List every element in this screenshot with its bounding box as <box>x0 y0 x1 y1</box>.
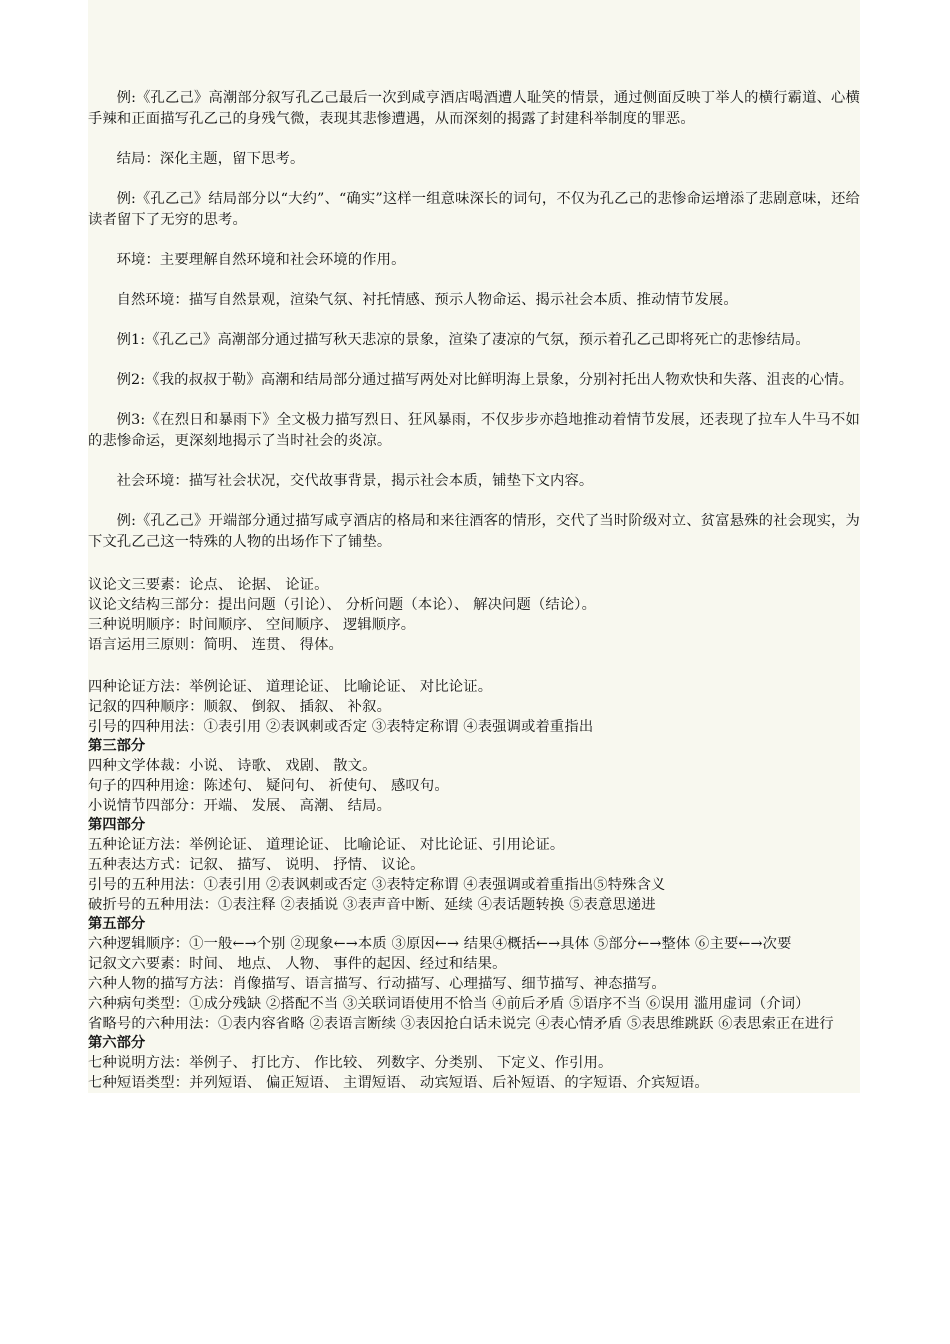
section-heading: 第六部分 <box>88 1035 146 1051</box>
paragraph-9: 社会环境：描写社会状况，交代故事背景，揭示社会本质，铺垫下文内容。 <box>116 473 594 489</box>
list-line: 引号的五种用法：①表引用 ②表讽刺或否定 ③表特定称谓 ④表强调或着重指出⑤特殊含义 <box>88 877 666 893</box>
list-line: 四种文学体裁：小说、 诗歌、 戏剧、 散文。 <box>88 758 377 774</box>
list-line: 七种短语类型：并列短语、 偏正短语、 主谓短语、 动宾短语、后补短语、的字短语、介宾短语。 <box>88 1075 709 1091</box>
top-spacing <box>88 0 860 88</box>
list-line: 句子的四种用途：陈述句、 疑问句、 祈使句、 感叹句。 <box>88 778 449 794</box>
paragraph-5: 自然环境：描写自然景观，渲染气氛、衬托情感、预示人物命运、揭示社会本质、推动情节发展。 <box>116 292 738 308</box>
list-line: 破折号的五种用法：①表注释 ②表插说 ③表声音中断、延续 ④表话题转换 ⑤表意思递进 <box>88 897 656 913</box>
paragraph-6: 例1:《孔乙己》高潮部分通过描写秋天悲凉的景象，渲染了凄凉的气氛，预示着孔乙己即将死亡的悲惨结局。 <box>116 332 810 348</box>
paragraph-8: 例3:《在烈日和暴雨下》全文极力描写烈日、狂风暴雨，不仅步步亦趋地推动着情节发展，还表现了拉车人牛马不如的悲惨命运，更深刻地揭示了当时社会的炎凉。 <box>88 412 860 449</box>
paragraph-2: 结局：深化主题，留下思考。 <box>116 151 305 167</box>
list-line: 议论文三要素：论点、 论据、 论证。 <box>88 577 329 593</box>
list-line: 省略号的六种用法：①表内容省略 ②表语言断续 ③表因抢白话未说完 ④表心情矛盾 ⑤表思维跳跃 ⑥表思索正在进行 <box>88 1016 834 1032</box>
paragraph-7: 例2:《我的叔叔于勒》高潮和结局部分通过描写两处对比鲜明海上景象，分别衬托出人物欢快和失落、沮丧的心情。 <box>116 372 854 388</box>
list-block-2 <box>88 677 860 737</box>
list-line: 引号的四种用法：①表引用 ②表讽刺或否定 ③表特定称谓 ④表强调或着重指出 <box>88 719 594 735</box>
list-line: 记叙文六要素：时间、 地点、 人物、 事件的起因、经过和结果。 <box>88 956 507 972</box>
list-block-1 <box>88 575 860 655</box>
list-line: 记叙的四种顺序：顺叙、 倒叙、 插叙、 补叙。 <box>88 699 392 715</box>
section-heading: 第三部分 <box>88 738 146 754</box>
list-line: 五种论证方法：举例论证、 道理论证、 比喻论证、 对比论证、引用论证。 <box>88 837 565 853</box>
list-line: 六种逻辑顺序：①一般←→个别 ②现象←→本质 ③原因←→ 结果④概括←→具体 ⑤部分←→整体 ⑥主要←→次要 <box>88 936 792 952</box>
section-heading: 第四部分 <box>88 817 146 833</box>
list-line: 六种病句类型：①成分残缺 ②搭配不当 ③关联词语使用不恰当 ④前后矛盾 ⑤语序不当 ⑥误用 滥用虚词（介词） <box>88 996 810 1012</box>
list-line: 六种人物的描写方法：肖像描写、语言描写、行动描写、心理描写、细节描写、神态描写。 <box>88 976 666 992</box>
document-page <box>88 0 860 1093</box>
list-line: 三种说明顺序：时间顺序、 空间顺序、 逻辑顺序。 <box>88 617 416 633</box>
section-3 <box>88 737 860 816</box>
section-6 <box>88 1034 860 1093</box>
section-5 <box>88 915 860 1034</box>
paragraph-3: 例:《孔乙己》结局部分以“大约”、“确实”这样一组意味深长的词句，不仅为孔乙己的悲惨命运增添了悲剧意味，还给读者留下了无穷的思考。 <box>88 191 860 228</box>
shaded-content-area <box>88 0 860 1093</box>
section-4 <box>88 816 860 915</box>
list-line: 语言运用三原则：简明、 连贯、 得体。 <box>88 637 343 653</box>
list-line: 七种说明方法：举例子、 打比方、 作比较、 列数字、分类别、 下定义、作引用。 <box>88 1055 613 1071</box>
list-line: 议论文结构三部分：提出问题（引论）、 分析问题（本论）、 解决问题（结论）。 <box>88 597 597 613</box>
paragraph-10: 例:《孔乙己》开端部分通过描写咸亨酒店的格局和来往酒客的情形，交代了当时阶级对立、贫富悬殊的社会现实，为下文孔乙己这一特殊的人物的出场作下了铺垫。 <box>88 513 860 550</box>
list-line: 四种论证方法：举例论证、 道理论证、 比喻论证、 对比论证。 <box>88 679 493 695</box>
paragraph-4: 环境：主要理解自然环境和社会环境的作用。 <box>116 252 406 268</box>
list-line: 小说情节四部分：开端、 发展、 高潮、 结局。 <box>88 798 392 814</box>
list-line: 五种表达方式：记叙、 描写、 说明、 抒情、 议论。 <box>88 857 425 873</box>
paragraph-1: 例:《孔乙己》高潮部分叙写孔乙己最后一次到咸亨酒店喝酒遭人耻笑的情景，通过侧面反映丁举人的横行霸道、心横手辣和正面描写孔乙己的身残气微，表现其悲惨遭遇，从而深刻的揭露了封建科举制度的罪恶。 <box>88 90 860 127</box>
section-heading: 第五部分 <box>88 916 146 932</box>
